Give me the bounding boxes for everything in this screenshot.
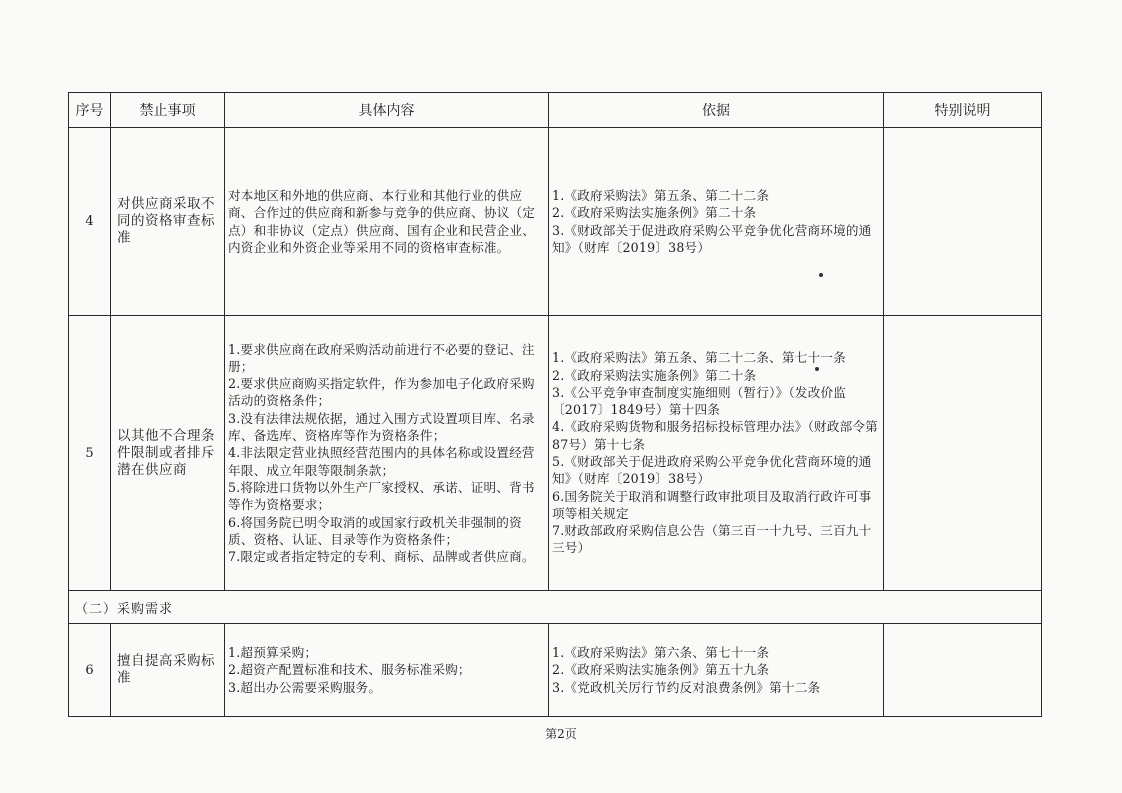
table-header-row [69,93,1042,128]
content-line: 3.没有法律法规依据，通过入围方式设置项目库、名录库、备选库、资格库等作为资格条件； [228,410,535,444]
header-legal-basis: 依据 [549,93,884,128]
special-notes [884,316,1042,591]
header-serial-number: 序号 [69,93,111,128]
basis-line: 2.《政府采购法实施条例》第二十条 [552,367,757,383]
scan-ink-speck [819,273,823,277]
legal-basis [549,316,884,591]
row-number: 4 [69,128,111,316]
legal-basis [549,128,884,316]
header-specific-content: 具体内容 [225,93,549,128]
special-notes [884,624,1042,717]
basis-line: 2.《政府采购法实施条例》第二十条 [552,205,757,221]
content-line: 4.非法限定营业执照经营范围内的具体名称或设置经营年限、成立年限等限制条款； [228,445,535,478]
prohibited-item: 擅自提高采购标准 [111,624,225,717]
content-line: 2.要求供应商购买指定软件，作为参加电子化政府采购活动的资格条件； [228,376,535,409]
row-number: 6 [69,624,111,717]
basis-line: 1.《政府采购法》第五条、第二十二条 [552,187,770,203]
page-number: 第2页 [545,727,577,741]
content-line: 3.超出办公需要采购服务。 [228,679,382,695]
specific-content [225,128,549,316]
basis-line: 3.《党政机关厉行节约反对浪费条例》第十二条 [552,679,821,695]
special-notes [884,128,1042,316]
table-row [69,128,1042,316]
row-number: 5 [69,316,111,591]
basis-line: 4.《政府采购货物和服务招标投标管理办法》（财政部令第87号）第十七条 [552,419,878,452]
content-line: 5.将除进口货物以外生产厂家授权、承诺、证明、背书等作为资格要求； [228,479,535,513]
content-line: 1.超预算采购； [228,645,318,661]
content-line: 1.要求供应商在政府采购活动前进行不必要的登记、注册； [228,341,535,374]
content-line: 6.将国务院已明令取消的或国家行政机关非强制的资质、资格、认证、目录等作为资格条件； [228,514,522,547]
prohibited-item: 以其他不合理条件限制或者排斥潜在供应商 [111,316,225,591]
basis-line: 3.《公平竞争审查制度实施细则（暂行）》（发改价监〔2017〕1849号）第十四条 [552,384,847,418]
legal-basis [549,624,884,717]
basis-line: 2.《政府采购法实施条例》第五十九条 [552,662,770,678]
scan-ink-speck [815,367,819,371]
table-row [69,316,1042,591]
specific-content [225,624,549,717]
prohibited-item: 对供应商采取不同的资格审查标准 [111,128,225,316]
content-line: 7.限定或者指定特定的专利、商标、品牌或者供应商。 [228,549,535,565]
section-heading-row [69,591,1042,624]
section-heading: （二）采购需求 [69,591,1042,624]
content-line: 对本地区和外地的供应商、本行业和其他行业的供应商、合作过的供应商和新参与竞争的供应商、协议（定点）和非协议（定点）供应商、国有企业和民营企业、内资企业和外资企业等采用不同的资格审查标准。 [228,187,536,255]
basis-line: 7.财政部政府采购信息公告（第三百一十九号、三百九十三号） [552,523,872,556]
header-prohibited-item: 禁止事项 [111,93,225,128]
basis-line: 6.国务院关于取消和调整行政审批项目及取消行政许可事项等相关规定 [552,488,872,521]
content-line: 2.超资产配置标准和技术、服务标准采购； [228,662,471,678]
regulation-table [68,92,1042,717]
table-row [69,624,1042,717]
specific-content [225,316,549,591]
basis-line: 1.《政府采购法》第五条、第二十二条、第七十一条 [552,350,846,366]
basis-line: 1.《政府采购法》第六条、第七十一条 [552,645,770,661]
basis-line: 3.《财政部关于促进政府采购公平竞争优化营商环境的通知》（财库〔2019〕38号） [552,222,872,255]
basis-line: 5.《财政部关于促进政府采购公平竞争优化营商环境的通知》（财库〔2019〕38号） [552,454,872,487]
header-special-notes: 特别说明 [884,93,1042,128]
